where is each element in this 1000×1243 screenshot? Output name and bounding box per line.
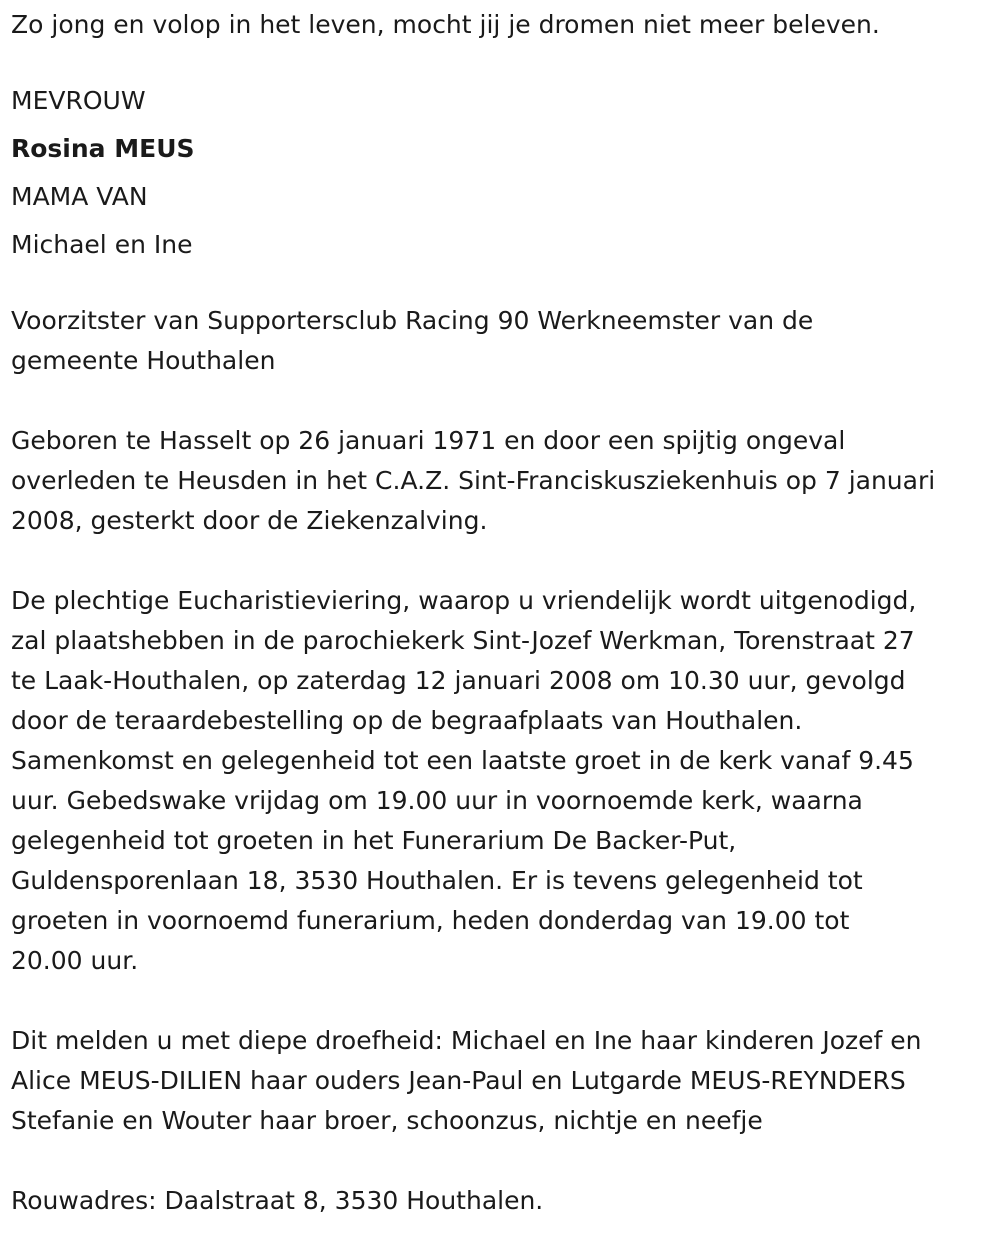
announcement-line: Stefanie en Wouter haar broer, schoonzus, nichtje en neefje xyxy=(11,1106,763,1135)
announcement-line: Dit melden u met diepe droefheid: Michael en Ine haar kinderen Jozef en xyxy=(11,1026,922,1055)
spacer xyxy=(11,45,991,77)
ceremony-line: De plechtige Eucharistieviering, waarop u vriendelijk wordt uitgenodigd, xyxy=(11,586,917,615)
roles-paragraph xyxy=(11,301,991,381)
birth-death-paragraph xyxy=(11,421,991,541)
ceremony-line: Samenkomst en gelegenheid tot een laatste groet in de kerk vanaf 9.45 xyxy=(11,746,914,775)
ceremony-line: 20.00 uur. xyxy=(11,946,139,975)
birth-death-line: Geboren te Hasselt op 26 januari 1971 en door een spijtig ongeval xyxy=(11,426,846,455)
ceremony-line: gelegenheid tot groeten in het Funerarium De Backer-Put, xyxy=(11,826,737,855)
spacer xyxy=(11,541,991,581)
deceased-block xyxy=(11,77,991,269)
roles-line: Voorzitster van Supportersclub Racing 90 Werkneemster van de xyxy=(11,306,814,335)
announcement-paragraph xyxy=(11,1021,991,1141)
spacer xyxy=(11,981,991,1021)
spacer xyxy=(11,1141,991,1181)
deceased-name: Rosina MEUS xyxy=(11,134,195,163)
funeral-address: Rouwadres: Daalstraat 8, 3530 Houthalen. xyxy=(11,1186,544,1215)
birth-death-line: overleden te Heusden in het C.A.Z. Sint-Franciskusziekenhuis op 7 januari xyxy=(11,466,936,495)
roles-line: gemeente Houthalen xyxy=(11,346,276,375)
ceremony-line: Guldensporenlaan 18, 3530 Houthalen. Er is tevens gelegenheid tot xyxy=(11,866,863,895)
ceremony-line: zal plaatshebben in de parochiekerk Sint-Jozef Werkman, Torenstraat 27 xyxy=(11,626,915,655)
relation-label: MAMA VAN xyxy=(11,182,148,211)
deceased-title: MEVROUW xyxy=(11,86,146,115)
ceremony-line: te Laak-Houthalen, op zaterdag 12 januari 2008 om 10.30 uur, gevolgd xyxy=(11,666,906,695)
children-names: Michael en Ine xyxy=(11,230,193,259)
ceremony-paragraph xyxy=(11,581,991,981)
obituary-document xyxy=(11,5,991,1221)
spacer xyxy=(11,269,991,301)
ceremony-line: door de teraardebestelling op de begraafplaats van Houthalen. xyxy=(11,706,803,735)
opening-verse: Zo jong en volop in het leven, mocht jij je dromen niet meer beleven. xyxy=(11,10,880,39)
spacer xyxy=(11,381,991,421)
ceremony-line: groeten in voornoemd funerarium, heden donderdag van 19.00 tot xyxy=(11,906,850,935)
ceremony-line: uur. Gebedswake vrijdag om 19.00 uur in voornoemde kerk, waarna xyxy=(11,786,863,815)
birth-death-line: 2008, gesterkt door de Ziekenzalving. xyxy=(11,506,488,535)
announcement-line: Alice MEUS-DILIEN haar ouders Jean-Paul en Lutgarde MEUS-REYNDERS xyxy=(11,1066,906,1095)
